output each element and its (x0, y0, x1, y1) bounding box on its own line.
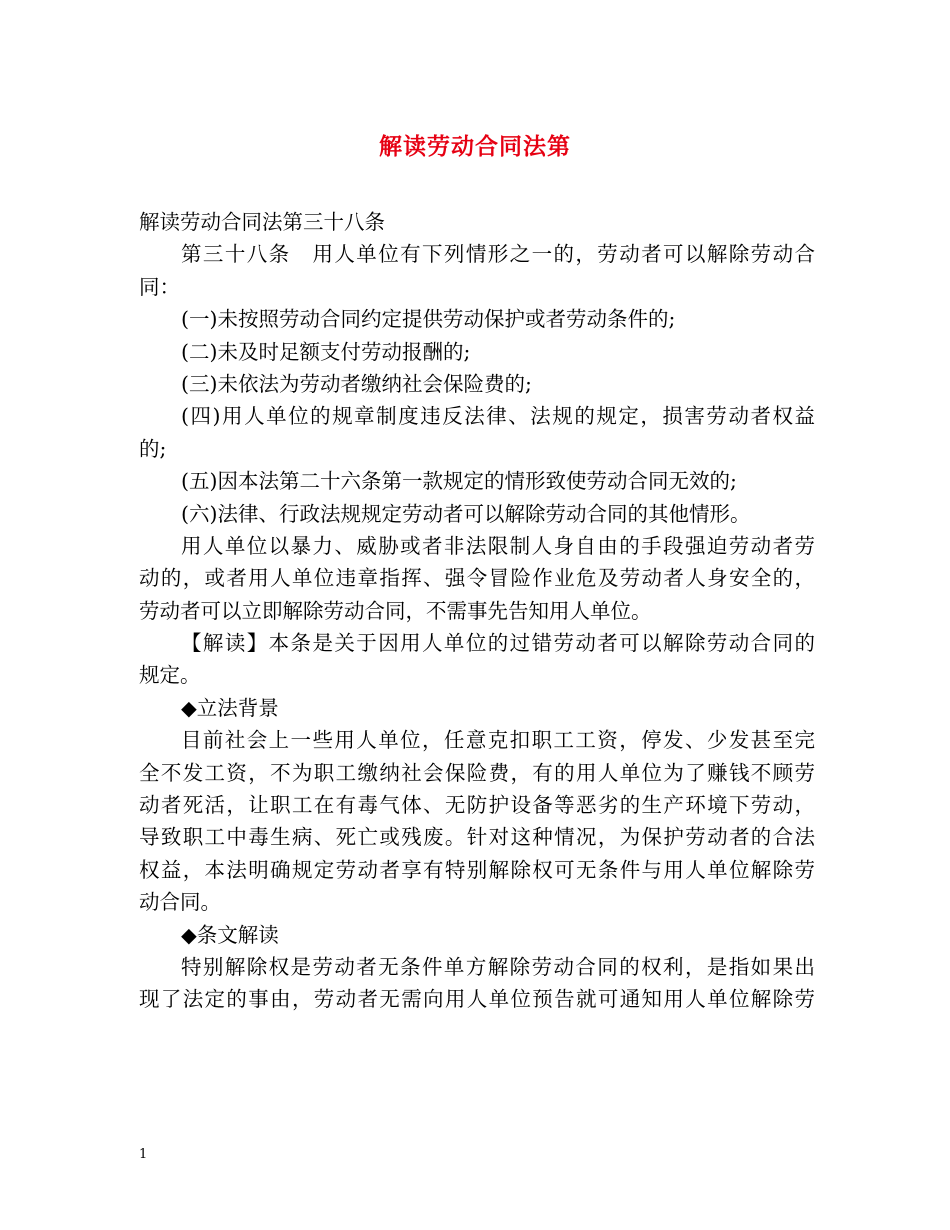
paragraph-line: 目前社会上一些用人单位，任意克扣职工工资，停发、少发甚至完 (181, 728, 815, 753)
paragraph-line: 同： (139, 274, 180, 299)
paragraph-line: 劳动者可以立即解除劳动合同，不需事先告知用人单位。 (139, 598, 652, 623)
paragraph-line: 权益，本法明确规定劳动者享有特别解除权可无条件与用人单位解除劳 (139, 857, 815, 882)
document-body (139, 206, 815, 1016)
paragraph-line: 的; (139, 436, 167, 461)
paragraph-line: 现了法定的事由，劳动者无需向用人单位预告就可通知用人单位解除劳 (139, 987, 815, 1012)
paragraph-line: (三)未依法为劳动者缴纳社会保险费的; (181, 371, 532, 396)
paragraph-line: 特别解除权是劳动者无条件单方解除劳动合同的权利，是指如果出 (181, 954, 815, 979)
paragraph-line: 动者死活，让职工在有毒气体、无防护设备等恶劣的生产环境下劳动， (139, 793, 815, 818)
paragraph-line: 全不发工资，不为职工缴纳社会保险费，有的用人单位为了赚钱不顾劳 (139, 760, 815, 785)
paragraph-line: 规定。 (139, 663, 201, 688)
paragraph-line: ◆条文解读 (181, 922, 279, 947)
paragraph-line: (四)用人单位的规章制度违反法律、法规的规定，损害劳动者权益 (181, 404, 815, 429)
paragraph-line: ◆立法背景 (181, 695, 279, 720)
paragraph-line: 导致职工中毒生病、死亡或残废。针对这种情况，为保护劳动者的合法 (139, 825, 815, 850)
paragraph-line: (二)未及时足额支付劳动报酬的; (181, 339, 471, 364)
paragraph-line: 动的，或者用人单位违章指挥、强令冒险作业危及劳动者人身安全的， (139, 566, 815, 591)
paragraph-line: 第三十八条 用人单位有下列情形之一的，劳动者可以解除劳动合 (181, 242, 815, 267)
paragraph-line: 动合同。 (139, 890, 221, 915)
paragraph-line: 解读劳动合同法第三十八条 (139, 210, 385, 234)
document-title: 解读劳动合同法第 (379, 133, 571, 160)
page-number: 1 (139, 1147, 148, 1162)
paragraph-line: (一)未按照劳动合同约定提供劳动保护或者劳动条件的; (181, 307, 676, 332)
paragraph-line: 【解读】本条是关于因用人单位的过错劳动者可以解除劳动合同的 (181, 631, 815, 656)
paragraph-line: (五)因本法第二十六条第一款规定的情形致使劳动合同无效的; (181, 469, 737, 494)
paragraph-line: (六)法律、行政法规规定劳动者可以解除劳动合同的其他情形。 (181, 501, 751, 526)
paragraph-line: 用人单位以暴力、威胁或者非法限制人身自由的手段强迫劳动者劳 (181, 533, 815, 558)
